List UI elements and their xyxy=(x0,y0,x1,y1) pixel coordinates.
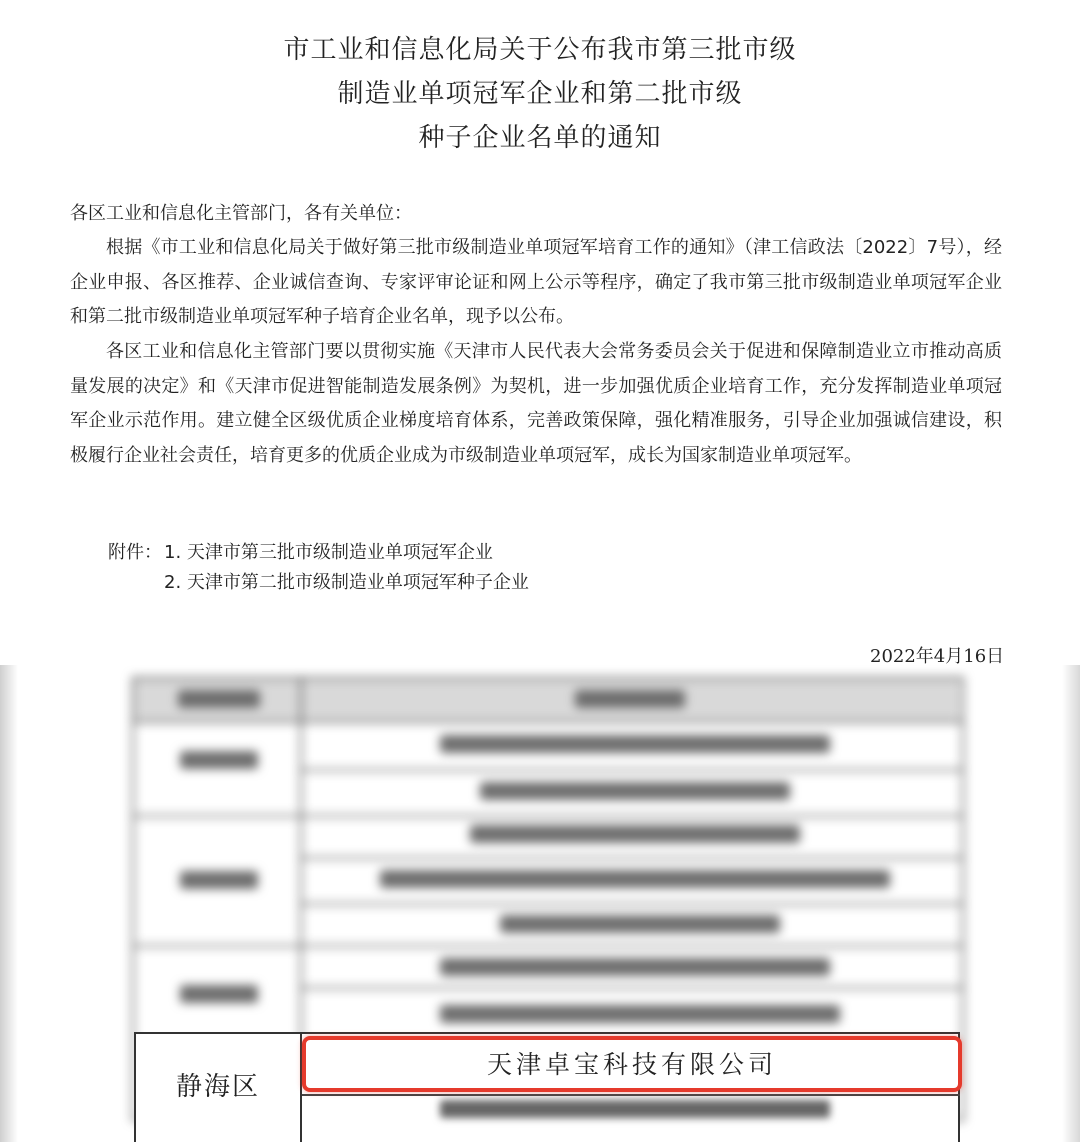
blurred-cell-text xyxy=(180,871,258,889)
paragraph-1: 根据《市工业和信息化局关于做好第三批市级制造业单项冠军培育工作的通知》（津工信政法〔2022〕7号），经企业申报、各区推荐、企业诚信查询、专家评审论证和网上公示等程序，确定了我市第三批市级制造业单项冠军企业和第二批市级制造业单项冠军种子培育企业名单，现予以公布。 xyxy=(70,237,1002,327)
title-line-2: 制造业单项冠军企业和第二批市级 xyxy=(337,79,743,109)
table-border xyxy=(134,1032,960,1034)
highlight-box xyxy=(302,1036,962,1092)
blurred-cell-text xyxy=(180,985,258,1003)
blurred-cell-text xyxy=(380,870,890,888)
blurred-cell-text xyxy=(480,782,790,800)
table-row-divider xyxy=(132,945,962,947)
table-row-divider xyxy=(302,1094,960,1096)
blurred-cell-text xyxy=(500,915,780,933)
document-title xyxy=(0,28,1080,160)
blurred-cell-text xyxy=(470,825,800,843)
attachment-item-1: 1. 天津市第三批市级制造业单项冠军企业 xyxy=(164,542,493,563)
district-cell: 静海区 xyxy=(175,1072,260,1102)
page-edge-shadow-right xyxy=(1062,665,1080,1142)
table-row-divider xyxy=(132,815,962,817)
document-date: 2022年4月16日 xyxy=(870,646,1005,667)
table-row-divider xyxy=(300,903,962,905)
blurred-header-text xyxy=(178,690,260,708)
blurred-cell-text xyxy=(440,1100,830,1118)
paragraph-2: 各区工业和信息化主管部门要以贯彻实施《天津市人民代表大会常务委员会关于促进和保障制造业立市推动高质量发展的决定》和《天津市促进智能制造发展条例》为契机，进一步加强优质企业培育工作，充分发挥制造业单项冠军企业示范作用。建立健全区级优质企业梯度培育体系，完善政策保障，强化精准服务，引导企业加强诚信建设，积极履行企业社会责任，培育更多的优质企业成为市级制造业单项冠军，成长为国家制造业单项冠军。 xyxy=(70,341,1002,466)
table-row-divider xyxy=(300,987,962,989)
page-edge-shadow-left xyxy=(0,665,18,1142)
highlighted-company-name: 天津卓宝科技有限公司 xyxy=(486,1050,777,1079)
blurred-cell-text xyxy=(440,1005,840,1023)
attachments xyxy=(108,538,529,598)
greeting: 各区工业和信息化主管部门，各有关单位： xyxy=(70,203,412,224)
table-row-divider xyxy=(300,857,962,859)
blurred-cell-text xyxy=(440,735,830,753)
table-row-divider xyxy=(300,769,962,771)
blurred-cell-text xyxy=(180,751,258,769)
attachment-label: 附件： xyxy=(108,542,162,563)
table-row-divider xyxy=(132,721,962,723)
title-line-3: 种子企业名单的通知 xyxy=(418,123,662,153)
blurred-header-text xyxy=(575,690,685,708)
blurred-cell-text xyxy=(440,958,830,976)
attachment-item-2: 2. 天津市第二批市级制造业单项冠军种子企业 xyxy=(164,572,529,593)
title-line-1: 市工业和信息化局关于公布我市第三批市级 xyxy=(283,35,797,65)
